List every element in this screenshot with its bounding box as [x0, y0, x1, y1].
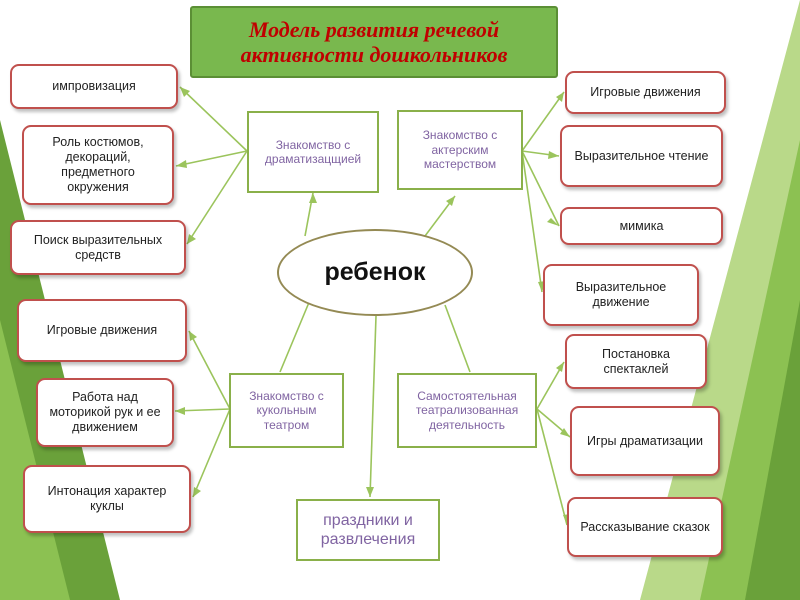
branch-holidays: праздники и развлечения: [296, 499, 440, 561]
leaf-doll-intonation: Интонация характер куклы: [23, 465, 191, 533]
connector-doll-intonation: [193, 409, 230, 497]
branch-puppet: Знакомство с кукольным театром: [229, 373, 344, 448]
leaf-game-moves-left: Игровые движения: [17, 299, 187, 362]
leaf-improvisation: импровизация: [10, 64, 178, 109]
leaf-motor-skills: Работа над моторикой рук и ее движением: [36, 378, 174, 447]
connector-expressive-means: [187, 151, 247, 244]
leaf-mimicry: мимика: [560, 207, 723, 245]
leaf-storytelling: Рассказывание сказок: [567, 497, 723, 557]
leaf-expressive-reading: Выразительное чтение: [560, 125, 723, 187]
connector-improvisation: [180, 87, 247, 151]
leaf-expressive-means: Поиск выразительных средств: [10, 220, 186, 275]
connector-storytelling: [537, 409, 567, 525]
center-node-child: ребенок: [277, 229, 473, 316]
arrowhead-expressive-means: [187, 234, 196, 244]
leaf-game-moves-right: Игровые движения: [565, 71, 726, 114]
connector-costumes: [176, 151, 247, 166]
connector-game-moves-left: [189, 331, 230, 409]
arrowhead-acting: [446, 196, 455, 206]
branch-acting: Знакомство с актерским мастерством: [397, 110, 523, 190]
branch-independent: Самостоятельная театрализованная деятельность: [397, 373, 537, 448]
arrowhead-staging: [556, 362, 564, 372]
connector-game-moves-right: [522, 92, 564, 151]
diagram-title: Модель развития речевой активности дошкольников: [190, 6, 558, 78]
arrowhead-holidays: [366, 487, 374, 497]
arrowhead-motor-skills: [175, 407, 185, 415]
leaf-expressive-movement: Выразительное движение: [543, 264, 699, 326]
connector-center-independent: [445, 305, 470, 372]
arrowhead-dramatization: [309, 193, 317, 203]
connector-center-holidays: [370, 316, 376, 497]
arrowhead-costumes: [176, 160, 187, 168]
leaf-dramatization-games: Игры драматизации: [570, 406, 720, 476]
connector-center-puppet: [280, 300, 310, 372]
branch-dramatization: Знакомство с драматизацщией: [247, 111, 379, 193]
leaf-costumes: Роль костюмов, декораций, предметного окружения: [22, 125, 174, 205]
leaf-staging: Постановка спектаклей: [565, 334, 707, 389]
